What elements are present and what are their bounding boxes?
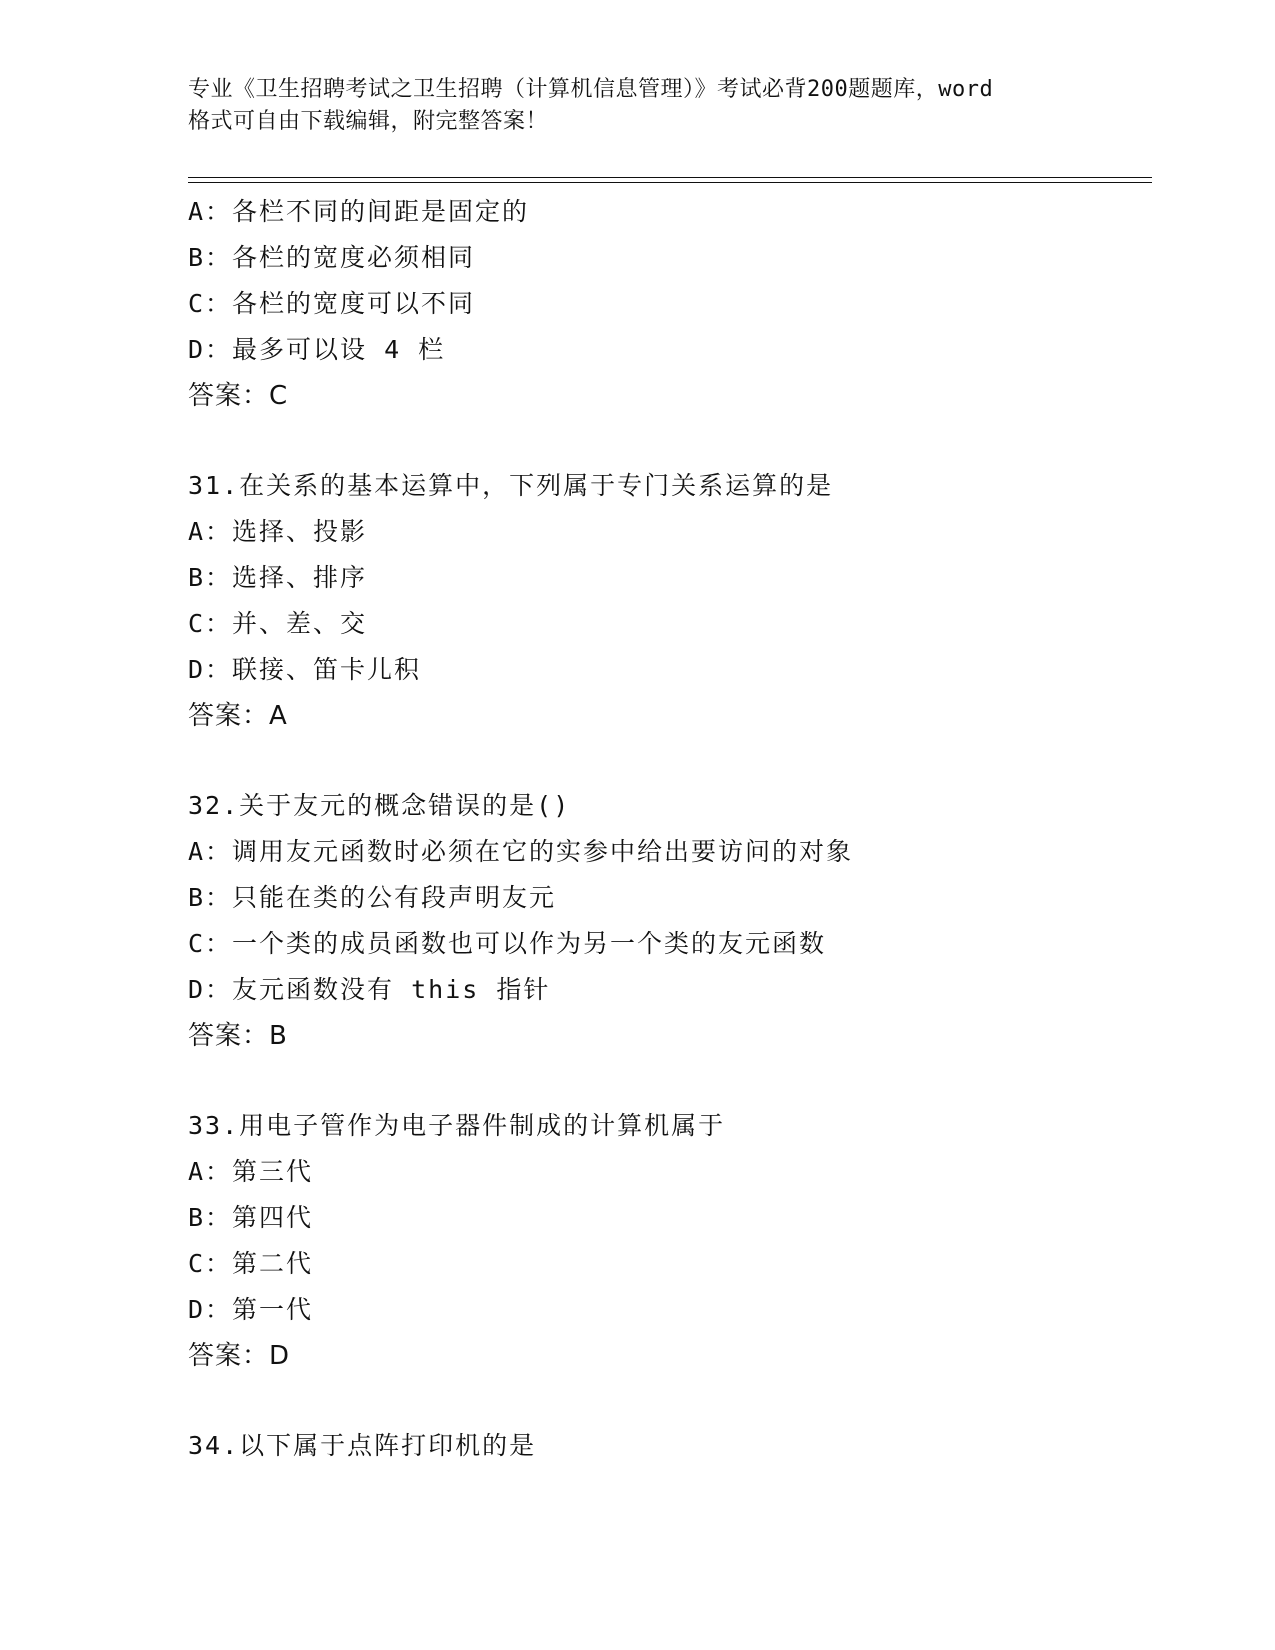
document-header [188, 74, 1088, 138]
question-32-block [188, 783, 1152, 1059]
question-text: 33.用电子管作为电子器件制成的计算机属于 [188, 1111, 726, 1140]
option-c: C：第二代 [188, 1249, 314, 1278]
option-d: D：联接、笛卡儿积 [188, 655, 422, 684]
option-c: C：一个类的成员函数也可以作为另一个类的友元函数 [188, 929, 827, 958]
question-text: 31.在关系的基本运算中，下列属于专门关系运算的是 [188, 471, 834, 500]
question-text: 32.关于友元的概念错误的是() [188, 791, 571, 820]
header-line-1: 专业《卫生招聘考试之卫生招聘（计算机信息管理）》考试必背200题题库，word [188, 77, 994, 102]
header-line-2: 格式可自由下载编辑，附完整答案！ [188, 109, 549, 134]
spacer [188, 1059, 1152, 1103]
option-d: D：第一代 [188, 1295, 314, 1324]
header-divider-top [188, 177, 1152, 178]
option-c: C：并、差、交 [188, 609, 368, 638]
spacer [188, 419, 1152, 463]
option-a: A：各栏不同的间距是固定的 [188, 197, 530, 226]
option-d: D：友元函数没有 this 指针 [188, 975, 551, 1004]
answer-line: 答案：D [188, 1341, 291, 1371]
option-a: A：选择、投影 [188, 517, 368, 546]
question-31-block [188, 463, 1152, 739]
answer-line: 答案：A [188, 701, 288, 731]
spacer [188, 739, 1152, 783]
answer-line: 答案：B [188, 1021, 288, 1051]
option-b: B：第四代 [188, 1203, 314, 1232]
option-a: A：调用友元函数时必须在它的实参中给出要访问的对象 [188, 837, 854, 866]
spacer [188, 1379, 1152, 1423]
question-33-block [188, 1103, 1152, 1379]
option-a: A：第三代 [188, 1157, 314, 1186]
header-divider-bottom [188, 182, 1152, 183]
option-c: C：各栏的宽度可以不同 [188, 289, 476, 318]
option-d: D：最多可以设 4 栏 [188, 335, 446, 364]
question-text: 34.以下属于点阵打印机的是 [188, 1431, 537, 1460]
answer-line: 答案：C [188, 381, 289, 411]
option-b: B：只能在类的公有段声明友元 [188, 883, 557, 912]
option-b: B：选择、排序 [188, 563, 368, 592]
question-34-block [188, 1423, 1152, 1469]
option-b: B：各栏的宽度必须相同 [188, 243, 476, 272]
question-list [188, 189, 1152, 1469]
question-30-block [188, 189, 1152, 419]
